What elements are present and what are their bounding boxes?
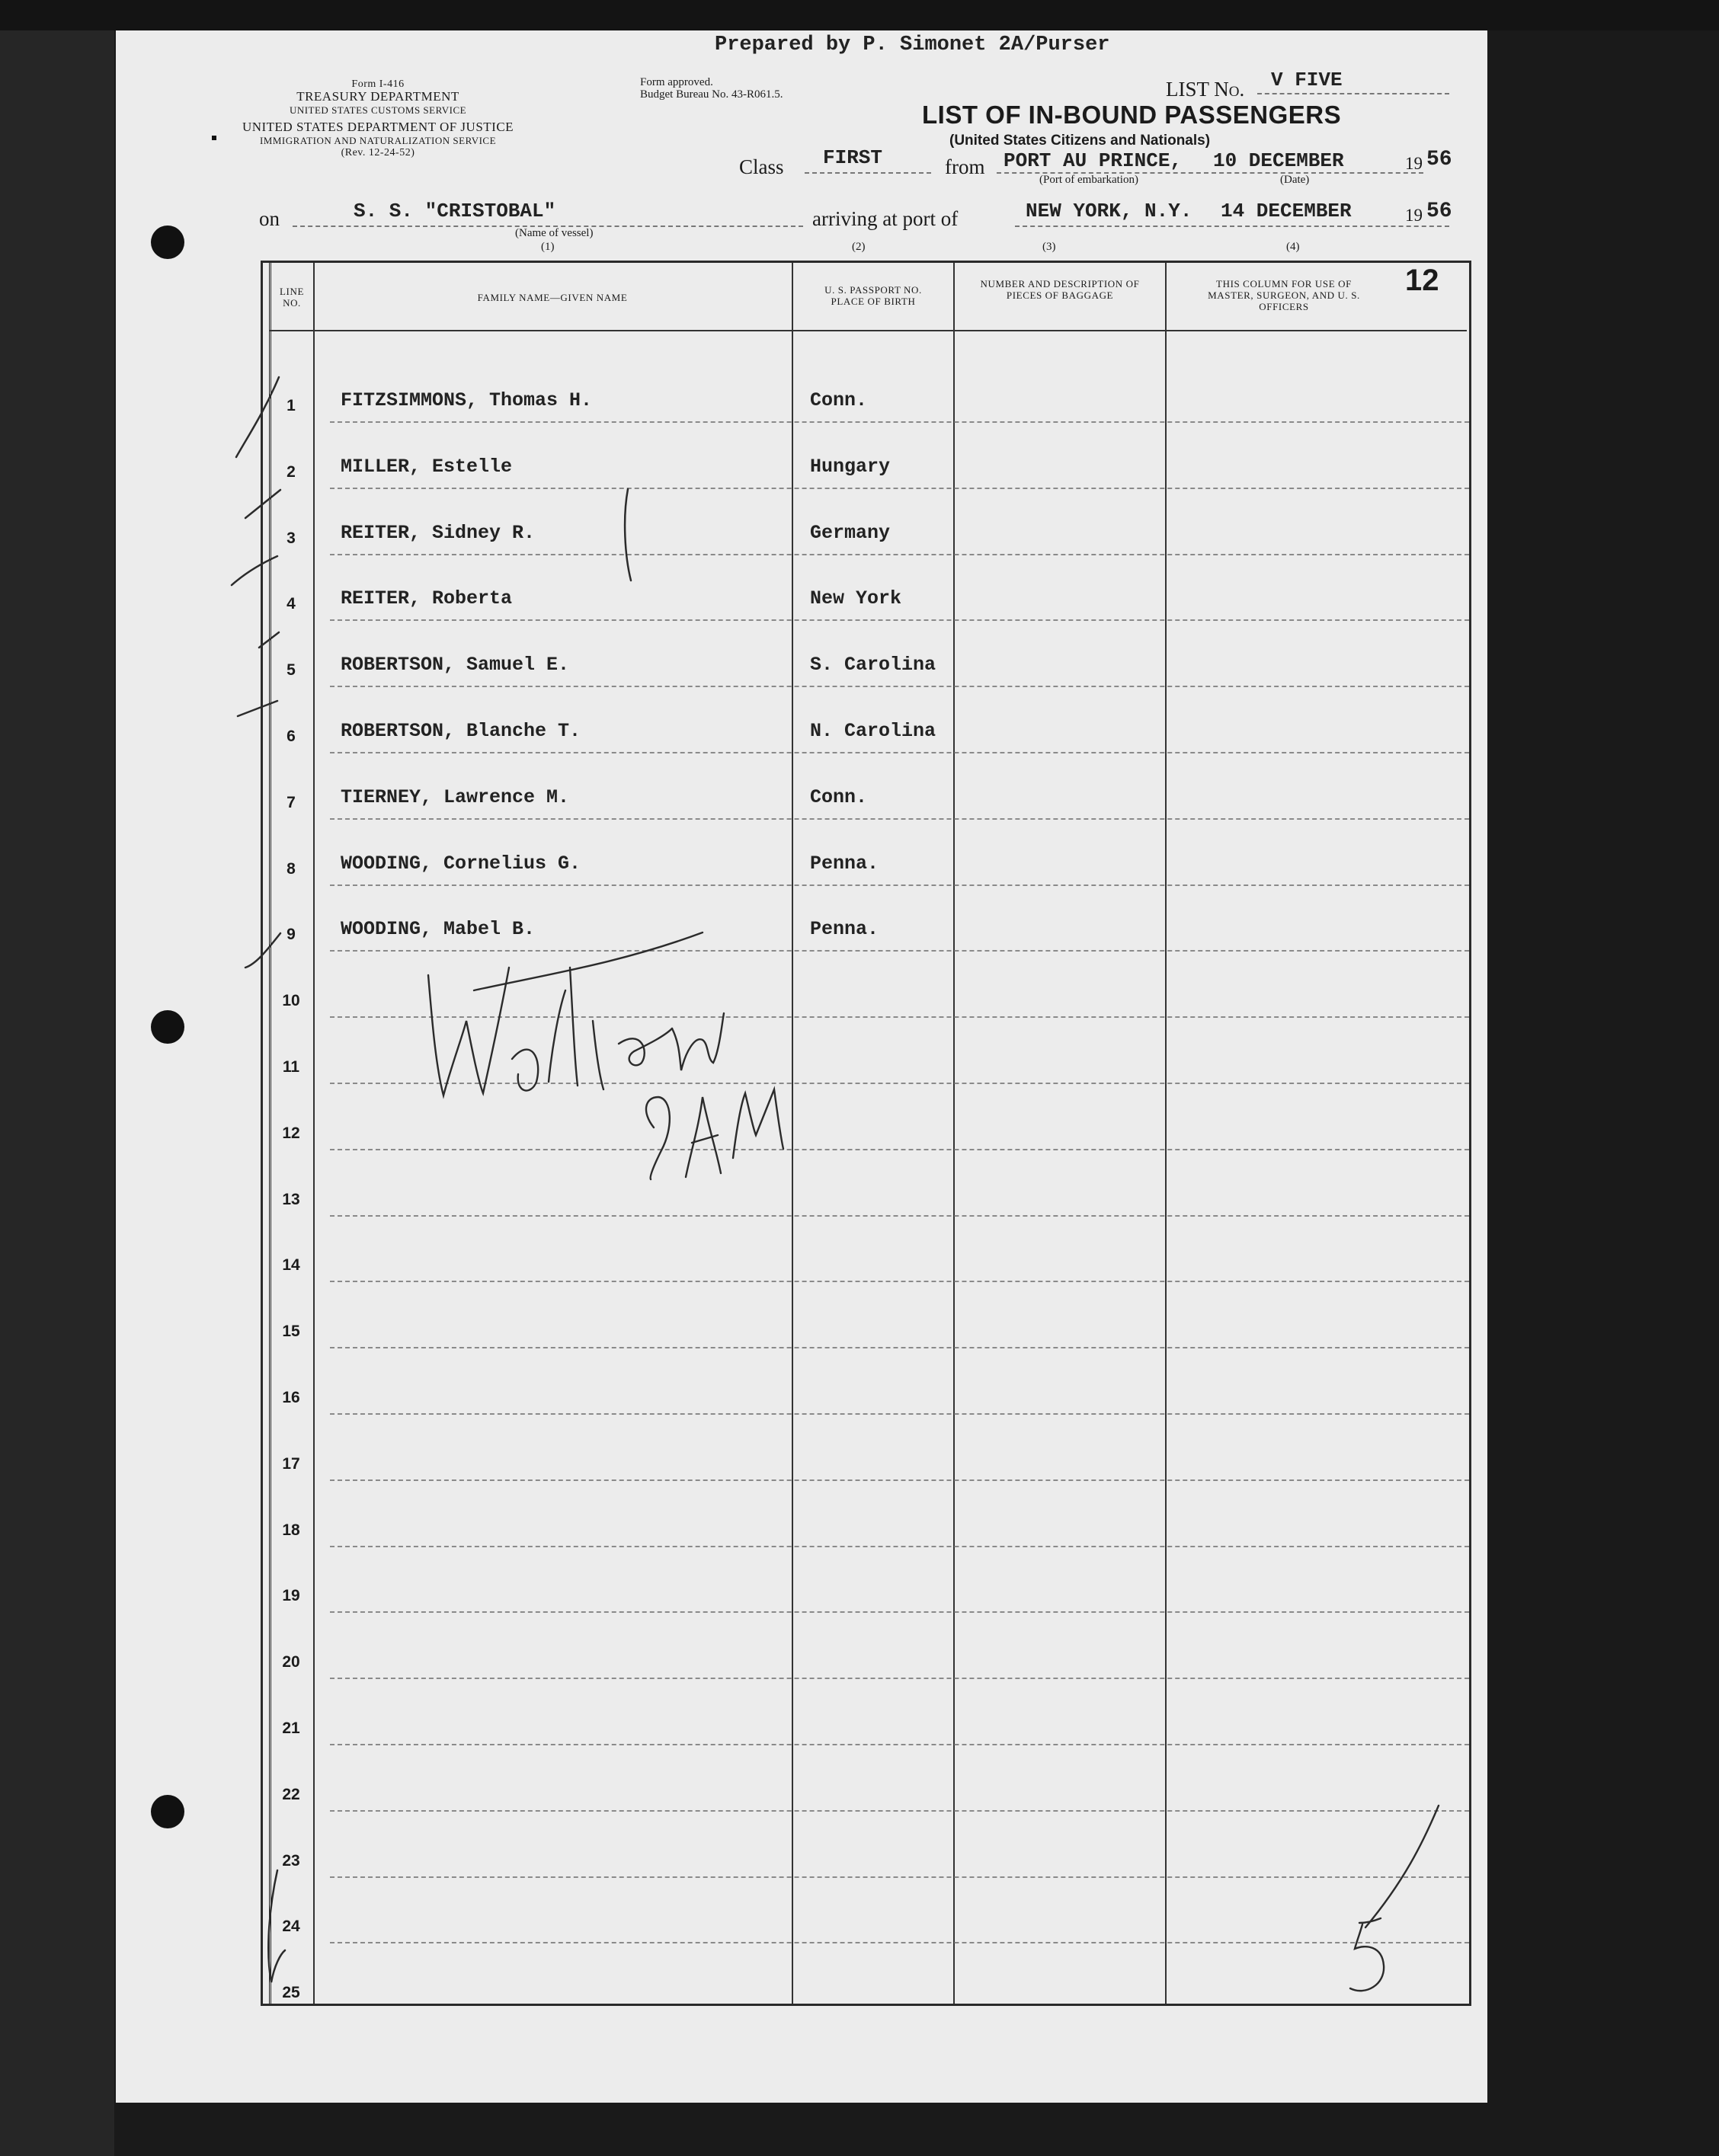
margin-mark-five: [1350, 1806, 1439, 1991]
line-number: 9: [286, 926, 296, 944]
place-of-birth: Hungary: [810, 455, 891, 478]
passenger-name: REITER, Sidney R.: [341, 521, 536, 544]
arrival-year: 56: [1426, 200, 1452, 223]
place-of-birth: Germany: [810, 521, 891, 544]
column-ref-1: (1): [541, 241, 555, 253]
check-mark: [245, 933, 280, 968]
vertical-stroke: [625, 489, 631, 581]
line-number: 11: [282, 1058, 300, 1076]
column-header-baggage: NUMBER AND DESCRIPTION OF PIECES OF BAGGAGE: [980, 278, 1140, 301]
line-number: 25: [282, 1984, 300, 2002]
passenger-list-document: [116, 30, 1487, 2103]
check-mark: [245, 490, 280, 518]
passenger-name: WOODING, Cornelius G.: [341, 852, 581, 875]
revision-date: (Rev. 12-24-52): [341, 147, 415, 158]
place-of-birth: Conn.: [810, 785, 868, 808]
place-of-birth: Penna.: [810, 918, 879, 941]
passenger-name: WOODING, Mabel B.: [341, 918, 536, 941]
column-ref-3: (3): [1042, 241, 1056, 253]
line-number: 14: [282, 1256, 300, 1275]
passenger-name: MILLER, Estelle: [341, 455, 513, 478]
embarkation-year: 56: [1426, 148, 1452, 171]
date-caption: (Date): [1280, 174, 1310, 186]
check-mark: [268, 1870, 285, 1982]
handwriting-layer: [116, 30, 1487, 2103]
document-title: LIST OF IN-BOUND PASSENGERS: [922, 101, 1342, 129]
line-number: 13: [282, 1190, 300, 1208]
place-of-birth: Penna.: [810, 852, 879, 875]
on-label: on: [259, 207, 280, 230]
passenger-name: REITER, Roberta: [341, 587, 513, 610]
arrival-year-prefix: 19: [1405, 206, 1423, 225]
column-header-line-no: LINE NO.: [280, 286, 304, 309]
passenger-name: ROBERTSON, Blanche T.: [341, 720, 581, 742]
line-number: 1: [286, 397, 296, 414]
column-ref-4: (4): [1286, 241, 1300, 253]
passenger-name: FITZSIMMONS, Thomas H.: [341, 389, 593, 411]
form-approved: Form approved.: [640, 76, 713, 88]
line-number: 3: [286, 529, 296, 547]
scanner-margin-top: [0, 0, 1719, 30]
embarkation-date: 10 DECEMBER: [1213, 149, 1344, 172]
check-mark: [238, 701, 277, 716]
column-header-name: FAMILY NAME—GIVEN NAME: [477, 292, 628, 303]
check-mark: [259, 632, 279, 648]
customs-service: UNITED STATES CUSTOMS SERVICE: [289, 104, 467, 116]
treasury-department: TREASURY DEPARTMENT: [296, 89, 459, 104]
place-of-birth: N. Carolina: [810, 720, 936, 742]
list-number-label: LIST No.: [1166, 78, 1245, 101]
place-of-birth: S. Carolina: [810, 654, 936, 677]
class-value: FIRST: [823, 146, 883, 169]
signature: [428, 932, 783, 1179]
form-number: Form I-416: [351, 78, 405, 90]
line-number: 6: [286, 728, 296, 745]
vessel-caption: (Name of vessel): [515, 227, 594, 239]
line-number: 19: [282, 1587, 300, 1605]
line-number: 15: [282, 1323, 300, 1341]
passenger-name: ROBERTSON, Samuel E.: [341, 654, 570, 677]
arrival-date: 14 DECEMBER: [1221, 200, 1352, 222]
column-header-passport: U. S. PASSPORT NO. PLACE OF BIRTH: [824, 284, 922, 307]
ins-service: IMMIGRATION AND NATURALIZATION SERVICE: [259, 135, 497, 146]
scanner-margin-left: [0, 0, 114, 2156]
line-number: 16: [282, 1389, 300, 1406]
budget-bureau: Budget Bureau No. 43-R061.5.: [640, 88, 783, 101]
sheet-number: 12: [1405, 264, 1439, 297]
line-number: 23: [282, 1851, 300, 1870]
line-number: 12: [282, 1124, 300, 1142]
class-label: Class: [739, 155, 784, 178]
line-number: 7: [286, 793, 296, 811]
line-number: 22: [282, 1785, 300, 1803]
prepared-by-line: Prepared by P. Simonet 2A/Purser: [715, 34, 1110, 56]
port-of-arrival: NEW YORK, N.Y.: [1026, 200, 1192, 222]
line-number: 5: [286, 661, 296, 680]
line-number: 18: [282, 1521, 300, 1539]
port-of-embarkation-caption: (Port of embarkation): [1039, 174, 1138, 186]
line-number: 17: [282, 1454, 300, 1473]
line-number: 21: [282, 1719, 300, 1737]
column-ref-2: (2): [852, 241, 866, 253]
from-label: from: [945, 155, 985, 178]
list-number-value: V FIVE: [1271, 69, 1343, 91]
check-mark: [236, 377, 279, 457]
passenger-name: TIERNEY, Lawrence M.: [341, 785, 570, 808]
line-number: 4: [286, 595, 296, 613]
port-of-embarkation: PORT AU PRINCE,: [1004, 149, 1183, 172]
line-number: 10: [282, 992, 300, 1010]
line-number: 20: [282, 1653, 300, 1671]
vessel-name: S. S. "CRISTOBAL": [354, 200, 556, 222]
line-number: 2: [286, 462, 296, 481]
check-mark: [232, 556, 277, 585]
line-number: 24: [282, 1918, 300, 1936]
document-subtitle: (United States Citizens and Nationals): [949, 133, 1211, 149]
column-header-officers: THIS COLUMN FOR USE OF MASTER, SURGEON, AND U. S. OFFICERS: [1208, 278, 1360, 312]
tick-marks: [232, 377, 631, 1982]
place-of-birth: New York: [810, 587, 902, 610]
department-of-justice: UNITED STATES DEPARTMENT OF JUSTICE: [242, 120, 514, 134]
embark-year-prefix: 19: [1405, 154, 1423, 173]
line-number: 8: [286, 859, 296, 878]
place-of-birth: Conn.: [810, 389, 868, 411]
arriving-label: arriving at port of: [812, 207, 959, 230]
